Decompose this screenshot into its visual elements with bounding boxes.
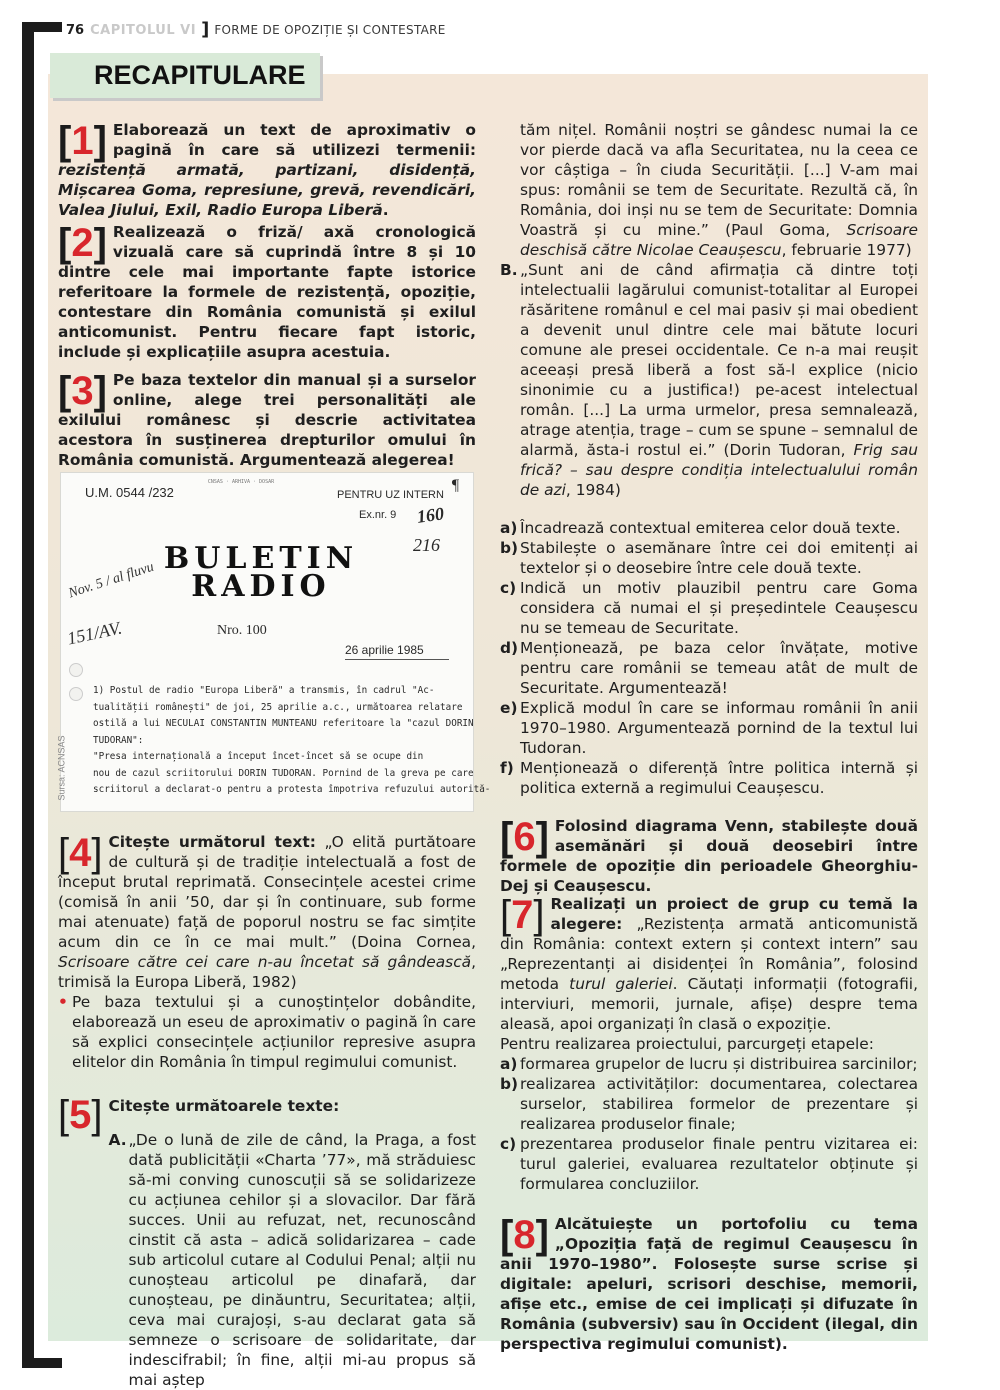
task-4-bullet: • Pe baza textului și a cunoștințelor dobândite, elaborează un eseu de aproximativ o pagină în care să explici consecințele acțiunilor represive asupra elitelor din România în timpul regimului comunist. — [58, 993, 476, 1071]
task-6 — [500, 815, 918, 895]
task-5: [5] Citește următoarele texte: A. „De o lună de zile de când, la Praga, a fost dată publicității «Charta ’77», mă străduiesc să-mi conving cunoscuții să se solidarizeze cu acțiunea cehilor și a slovacilor. Dar fără succes. Unii au refuzat, net, recunoscând cinstit că asta – adică solidarizarea – cade sub articolul cutare al Codului Penal; alții nu cunoșteau articolul pe dinafară, dar cunoșteau, pe dinăuntru, Securitatea; alții, ceva mai curajoși, s-au declarat gata să semneze o scrisoare de solidaritate, dar indescifrabil; în fine, alții mi-au propus să mai aștep — [58, 1093, 476, 1389]
task-number: [1] — [58, 119, 107, 163]
task-number: [3] — [58, 369, 107, 413]
doc-handwriting: ¶ — [451, 477, 460, 494]
list-item: d) Menționează, pe baza celor învățate, motive pentru care românii se temeau atât de mult de Securitate. Argumentează! — [500, 639, 918, 697]
doc-unit-number: U.M. 0544 /232 — [85, 485, 174, 500]
bracket-glyph: ] — [201, 19, 210, 40]
source-b: B. „Sunt ani de când afirmația că dintre toți intelectualii lagărului comunist-totalitar al Europei răsăritene românul e cel mai pasiv și mai obedient a devenit unul dintre cele mai bătute locuri comune ale presei occidentale. Ce n-a mai reușit aceeași presă liberă a fost să-l explice (nicio sinonimie cu a justifica!) pe-acest intelectual român. [...] La urma urmelor, presa semnalează, atrage atenția, trage – cum se spune – semnalul de alarmă, ăsta-i rostul ei.” (Dorin Tudoran, Frig sau frică? – sau despre condiția intelectualului român de azi, 1984) — [500, 261, 919, 499]
task-number: [5] — [58, 1093, 103, 1137]
source-a: A. „De o lună de zile de când, la Praga, a fost dată publicității «Charta ’77», mă străduiesc să-mi conving cunoscuții să se solidarizeze cu acțiunea cehilor și a slovacilor. Dar fără succes. Unii au refuzat, net, recunoscând cinstit că asta – adică solidarizarea – cade sub articolul cutare al Codului Penal; alții nu cunoșteau articolul pe dinafară, dar cunoșteau, pe dinăuntru, Securitatea; alții, ceva mai curajoși, s-au declarat gata să semneze o scrisoare de solidaritate, dar indescifrabil; în fine, alții mi-au propus să mai aștep — [108, 1131, 476, 1389]
task-number: [7] — [500, 893, 545, 937]
doc-title: BULETIN RADIO — [163, 541, 359, 604]
list-item: c) prezentarea produselor finale pentru vizitarea ei: turul galeriei, evaluarea rezultatelor obținute și formularea concluziilor. — [500, 1135, 918, 1193]
doc-internal-use: PENTRU UZ INTERN — [337, 489, 444, 501]
page-frame-bar — [22, 22, 34, 1368]
task-number: [2] — [58, 221, 107, 265]
right-column — [500, 120, 918, 1354]
archive-document-image — [56, 472, 491, 812]
list-item: b) Stabilește o asemănare între cei doi emitenți ai textelor și o deosebire între cele două texte. — [500, 539, 918, 577]
title-box — [50, 53, 320, 98]
steps-intro: Pentru realizarea proiectului, parcurgeți etapele: — [500, 1035, 874, 1053]
task-7: [7] Realizați un proiect de grup cu temă la alegere: „Rezistența armată anticomunistă din România: context extern și context intern” sau „Reprezentanți ai disidenței în România”, folosind metoda turul galeriei. Căutați informații (fotografii, interviuri, memorii, jurnale, afișe) despre tema aleasă, apoi organizați în clasă o expoziție. Pentru realizarea proiectului, parcurgeți etapele: a) formarea grupelor de lucru și distribuirea sarcinilor; b) realizarea activităților: documentarea, colectarea surselor, stabilirea formelor de prezentare și realizarea produselor finale; c) prezentarea produselor finale pentru vizitarea ei: turul galeriei, evaluarea rezultatelor obținute și formularea concluziilor. — [500, 893, 918, 1193]
task-text: Realizează o friză/ axă cronologică vizuală care să cuprindă între 8 și 10 dintre cele mai importante fapte istorice referitoare la formele de rezistență, opoziție, contestare din România comunistă și exilul anticomunist. Pentru fiecare fapt istoric, include și explicațiile asupra acestuia. — [58, 223, 476, 361]
list-item: a) Încadrează contextual emiterea celor două texte. — [500, 519, 901, 537]
doc-margin-note: 151/AV. — [65, 617, 124, 649]
doc-handwriting: 216 — [413, 535, 440, 555]
bullet-icon: • — [58, 993, 68, 1011]
task-8 — [500, 1214, 918, 1354]
running-head — [66, 20, 446, 40]
doc-copy-number: Ex.nr. 9 — [359, 509, 397, 521]
source-a-continued: tăm nițel. Românii noștri se gândesc numai la ce vor pierde dacă va afla Securitatea, nu la ceea ce vor câștiga – în ciuda Securității. [...] V-am mai spus: românii se tem de Securitate. Rezultă că, în România, doi inși nu se tem de Securitate: Domnia Voastră și cu mine.” (Paul Goma, Scrisoare deschisă către Nicolae Ceaușescu, februarie 1977) — [520, 121, 918, 259]
list-item: e) Explică modul în care se informau românii în anii 1970–1980. Argumentează pornind de la textul lui Tudoran. — [500, 699, 918, 757]
doc-source: Sursa: ACNSAS — [56, 735, 67, 801]
doc-date: 26 aprilie 1985 — [345, 643, 424, 657]
left-column — [58, 120, 476, 470]
left-column-lower — [58, 832, 476, 1390]
task-3 — [58, 370, 476, 470]
section-label: FORME DE OPOZIȚIE ȘI CONTESTARE — [214, 23, 446, 37]
punch-hole — [69, 663, 83, 677]
page-title: RECAPITULARE — [94, 60, 306, 90]
doc-number: Nro. 100 — [217, 623, 267, 638]
task-text: Elaborează un text de aproximativ o pagină în care să utilizezi termenii: — [112, 121, 476, 159]
task-number: [8] — [500, 1213, 549, 1257]
doc-margin-note: Nov. 5 / al fluvu — [66, 559, 156, 602]
list-item: a) formarea grupelor de lucru și distribuirea sarcinilor; — [500, 1055, 918, 1073]
page-number: 76 — [66, 22, 85, 38]
task-2 — [58, 221, 476, 361]
task-number: [4] — [58, 831, 103, 875]
page-frame-top — [22, 22, 62, 32]
task-text: Folosind diagrama Venn, stabilește două asemănări și două deosebiri între formele de opoziție din perioadele Gheorghiu-Dej și Ceaușescu. — [500, 817, 918, 895]
doc-body: 1) Postul de radio "Europa Liberă" a transmis, în cadrul "Ac- tualității românești" de joi, 25 aprilie a.c., următoarea relatare ostilă a lui NECULAI CONSTANTIN MUNTEANU referitoare la "cazul DORIN TUDORAN": "Presa internațională a început încet-încet să se ocupe din nou de cazul scriitorului DORIN TUDORAN. Pornind de la greva pe care scriitorul a declarat-o pentru a protesta împotriva refuzului autorită- — [93, 685, 491, 795]
task-text: Alcătuiește un portofoliu cu tema „Opoziția față de regimul Ceaușescu în anii 1970–1980”. Folosește surse scrise și digitale: apeluri, scrisori deschise, memorii, afișe etc., emise de cei implicați și difuzate în România (subversiv) sau în Occident (ilegal, din perspectiva regimului comunist). — [500, 1215, 918, 1353]
doc-rule — [345, 659, 449, 660]
task-terms: rezistență armată, partizani, disidență, Mișcarea Goma, represiune, grevă, revendicări, Valea Jiului, Exil, Radio Europa Liberă — [58, 161, 476, 219]
doc-handwriting: 160 — [415, 503, 446, 527]
punch-hole — [69, 687, 83, 701]
doc-stamp: CNSAS · ARHIVA · DOSAR — [207, 479, 275, 485]
task-7-steps — [500, 1054, 918, 1194]
list-item: b) realizarea activităților: documentarea, colectarea surselor, stabilirea formelor de prezentare și realizarea produselor finale; — [500, 1075, 918, 1133]
task-4: [4] Citește următorul text: „O elită purtătoare de cultură și de tradiție intelectuală a fost de început brutal reprimată. Consecințele acestei crime (comisă în anii ’50, dar și în continuare, sub forme mai atenuate) față de poporul nostru se fac simțite acum din ce în ce mai mult.” (Doina Cornea, Scrisoare către cei care n-au încetat să gândească, trimisă la Europa Liberă, 1982) • Pe baza textului și a cunoștințelor dobândite, elaborează un eseu de aproximativ o pagină în care să explici consecințele acțiunilor represive asupra elitelor din România în timpul regimului comunist. — [58, 831, 476, 1071]
list-item: c) Indică un motiv plauzibil pentru care Goma considera că numai el și președintele Ceaușescu nu se temeau de Securitate. — [500, 579, 918, 637]
task-text: Pe baza textelor din manual și a surselor online, alege trei personalități ale exilului românesc și descrie activitatea acestora în susținerea drepturilor omului în România comunistă. Argumentează alegerea! — [58, 371, 476, 469]
chapter-label: CAPITOLUL VI — [90, 22, 197, 38]
task-number: [6] — [500, 815, 549, 859]
page-frame-bottom — [22, 1358, 62, 1368]
task-5-questions — [500, 518, 918, 798]
list-item: f) Menționează o diferență între politica internă și politica externă a regimului Ceaușescu. — [500, 759, 918, 797]
task-1: [1] Elaborează un text de aproximativ o pagină în care să utilizezi termenii: rezistență armată, partizani, disidență, Mișcarea Goma, represiune, grevă, revendicări, Valea Jiului, Exil, Radio Europa Liberă. — [58, 119, 476, 219]
